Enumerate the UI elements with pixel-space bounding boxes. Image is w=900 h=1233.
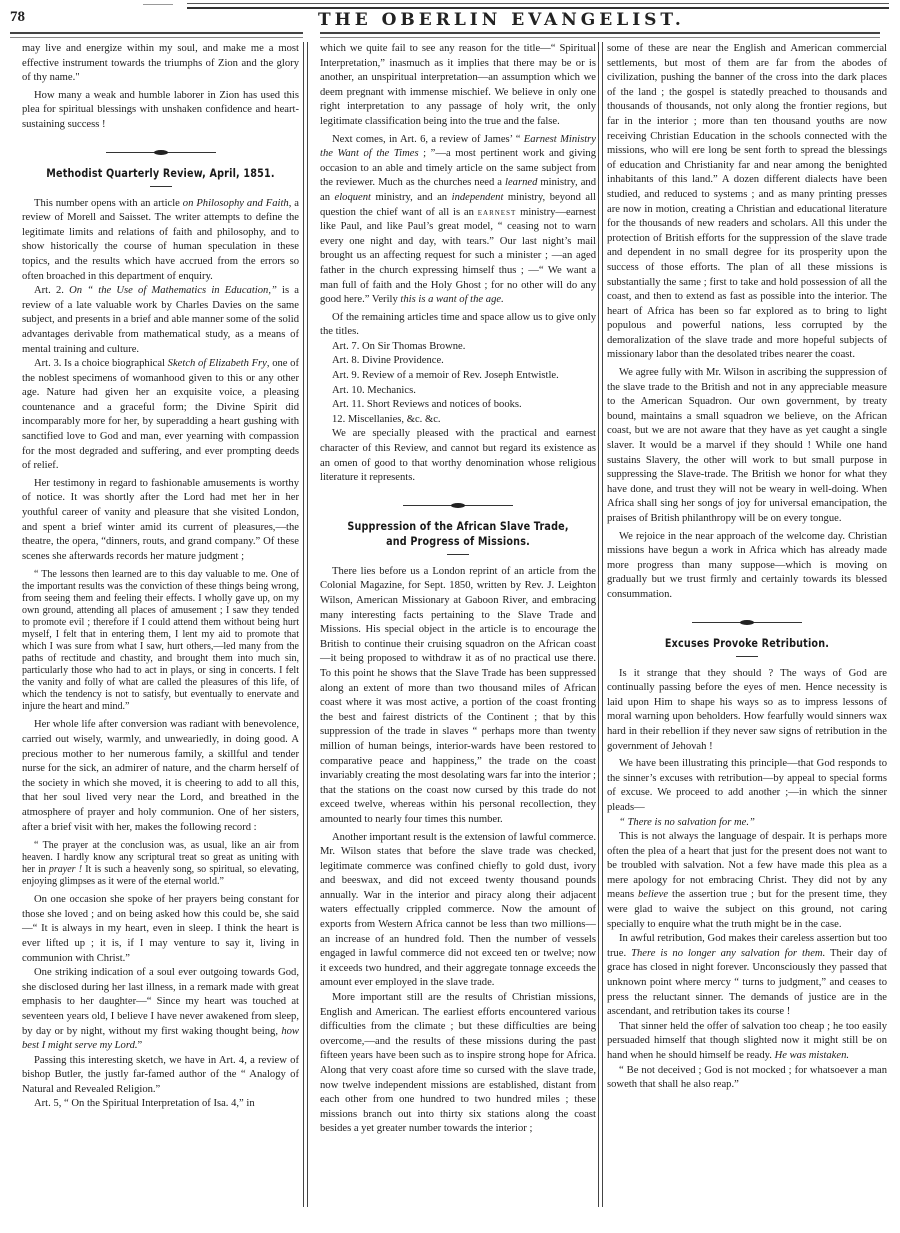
paragraph: On one occasion she spoke of her prayers being constant for those she loved ; and on being asked how this could be, she said—“ It is always in my heart, even in sleep. I think the heart is ever lifted up ; it is, if I may venture to say it, living in communion with Christ.”	[22, 894, 299, 964]
paragraph: We have been illustrating this principle—that God responds to the sinner’s excuses with retribution—by appeal to special forms of excuse. We proceed to add another ;—in which the sinner pleads—	[607, 758, 887, 813]
column-divider	[598, 42, 603, 1207]
paragraph: some of these are near the English and American commercial settlements, but most of them are far from the abodes of civilization, pushing the banner of the cross into the dark places of the land ; the gospel is statedly preached to thousands and thousands of thousands, not only along the frontier regions, but far in the interior ; more than ten thousand youths are now receiving Christian Education in the schools connected with the missions, who will ere long be sent forth to spread the blessings of education and Christianity far and near among the benighted inhabitants of this land.” A dozen different dialects have been studied, and reduced to systems ; and as many printing presses are now in motion, creating a Christian and educational literature for the thousands of new readers and scholars. All this under the protection of British efforts for the suppression of the slave trade and dependent in no small degree for its prosperity upon the success of those efforts. The plan of all these missions is substantially the same ; first to take and hold possession of all the coast, and then to extend as fast as possible into the interior. The heart of Africa has been so far explored as to bring to light populous and powerful nations, less corrupted by the demoralization of the slave trade and more hopeful subjects of missionary labor than the desolated tribes nearer the coast.	[607, 43, 887, 361]
paragraph: This number opens with an article on Philosophy and Faith, a review of Morell and Saisset. The writer attempts to define the legitimate limits and relations of faith and philosophy, and to show historically the course of human speculation in these topics, and the results which have accrued from the errors so often broached in this department of enquiry.	[22, 197, 299, 282]
paragraph: In awful retribution, God makes their careless assertion but too true. There is no longer any salvation for them. Their day of grace has closed in night forever. Unconsciously they passed that unknown point where mercy “ turns to judgment,” and ceases to press the reluctant sinner. The demands of justice are in the ascendant, and retribution takes its course !	[607, 933, 887, 1018]
quoted-plea: “ There is no salvation for me.”	[619, 816, 755, 828]
paragraph: Her whole life after conversion was radiant with benevolence, carried out wisely, warmly, and unweariedly, in doing good. A precious mother to her numerous family, a skillful and tender nurse for the sick, an admirer of nature, and the charm herself of the society in which she moved, it is cheering to add to all this, that her soul lived very near the Lord, and breathed in the atmosphere of prayer and holy communion. One of her sisters, after a brief visit with her, makes the following record :	[22, 719, 299, 833]
paragraph: may live and energize within my soul, and make me a most effective instrument towards the triumphs of Zion and the glory of thy name."	[22, 43, 299, 84]
paragraph: which we quite fail to see any reason for the title—“ Spiritual Interpretation,” inasmuch as it implies that there may be or is another, an unspiritual interpretation—an assumption which we deem pregnant with immense mischief. We believe in only one right interpretation to any passage of holy writ, the only legitimate classification being into the true and the false.	[320, 43, 596, 127]
heading-rule	[150, 186, 172, 187]
paragraph: One striking indication of a soul ever outgoing towards God, she disclosed during her last illness, in a remark made with great emphasis to her daughter—“ Since my heart was touched at seventeen years old, I believe I have never awakened from sleep, by day or by night, without my first waking thought being, how best I might serve my Lord.”	[22, 967, 299, 1052]
paragraph: We are specially pleased with the practical and earnest character of this Review, and cannot but regard its existence as an omen of good to that worthy denomination whose religious literature it represents.	[320, 428, 596, 484]
paragraph: There lies before us a London reprint of an article from the Colonial Magazine, for Sept. 1850, written by Rev. J. Leighton Wilson, American Missionary at Gaboon River, and embracing many interesting facts pertaining to the Slave Trade and Missions. His special object in the article is to encourage the British to continue their cruising squadron on the African coast—it being proposed to withdraw it as of no practical use there. To this point he shows that the Slave Trade has been suppressed along an extent of more than two thousand miles of African coast where it was most active, a portion of the coast fronting the best and fairest districts of the Continent ; that by this suppression of the trade in slaves “ perhaps more than twenty million of human beings, interior-wards have been restored to comparative peace and happiness,” the trade on the coast invariably creating the most desolating wars far into the interior ; that the stations on the coast now cursed by this trade do not exceed twelve, whereas within his personal recollection, they amounted to nearly four times this number.	[320, 565, 596, 825]
paragraph: That sinner held the offer of salvation too cheap ; he too easily persuaded himself that though slighted now it might still be on hand when he should himself be ready. He was mistaken.	[607, 1020, 887, 1061]
article-heading: Excuses Provoke Retribution.	[664, 636, 830, 650]
paragraph: Art. 2. On “ the Use of Mathematics in Education,” is a review of a late valuable work by Charles Davies on the same subject, and presents in a brief and able manner some of the solid advantages derivable from mathematical study, as a means of mental training and culture.	[22, 285, 299, 355]
paragraph: This is not always the language of despair. It is perhaps more often the plea of a heart that just for the present does not want to be troubled with salvation. Not a few have made this plea as a mere apology for not embracing Christ. They did not by any means believe the assertion true ; but for the present time, they were glad to waive the subject on this ground, not caring specially to enquire what the truth might be in the case.	[607, 831, 887, 930]
column-1	[22, 42, 299, 1112]
page-number: 78	[10, 9, 25, 25]
heading-rule	[447, 554, 469, 555]
header-rule-right	[320, 32, 880, 38]
article-heading: Suppression of the African Slave Trade, and Progress of Missions.	[347, 519, 569, 548]
paragraph: Her testimony in regard to fashionable amusements is worthy of notice. It was shortly after the Lord had met her in her youthful career of vanity and pleasure that she visited London, and spent a brief winter amid its current of pleasures,—the theatre, the opera, “dinners, routs, and grand company.” Of these scenes she afterwards records her mature judgment ;	[22, 477, 299, 562]
article-list-item: Art. 11. Short Reviews and notices of books.	[332, 399, 522, 411]
article-list-item: 12. Miscellanies, &c. &c.	[332, 413, 441, 425]
section-ornament	[106, 149, 216, 156]
paragraph: Art. 3. Is a choice biographical Sketch of Elizabeth Fry, one of the noblest specimens of womanhood given to this or any other age. Nature had given her an exquisite voice, a pleasing countenance and a graceful form; the Divine Spirit did incomparably more for her, by superadding a heart gushing with sanctified love to God and man, ever yearning with compassion for the most degraded and suffering, and ever prompting deeds of relief.	[22, 358, 299, 472]
masthead-rule-left	[143, 4, 173, 5]
header-rule-left	[10, 32, 303, 38]
article-list-item: Art. 10. Mechanics.	[332, 384, 416, 396]
paragraph: How many a weak and humble laborer in Zion has used this plea for spiritual blessings with unshaken confidence and heart-sustaining success !	[22, 89, 299, 130]
article-list-item: Art. 7. On Sir Thomas Browne.	[332, 340, 466, 352]
paragraph: “ Be not deceived ; God is not mocked ; for whatsoever a man soweth that shall he also reap.”	[607, 1064, 887, 1091]
heading-rule	[736, 656, 758, 657]
masthead	[0, 0, 900, 30]
article-heading: Methodist Quarterly Review, April, 1851.	[46, 166, 275, 180]
paragraph: Next comes, in Art. 6, a review of James’ “ Earnest Ministry the Want of the Times ; ”—a most pertinent work and giving occasion to an able and timely article on the same subject from the reviewer. Much as the churches need a learned ministry, and an eloquent ministry, and an independent ministry, beyond all question the chief want of all is an earnest ministry—earnest like Paul, and like Paul’s great model, “ ceasing not to warn every one night and day, with tears.” Our last night’s mail brought us an affecting request for such a minister ; —an aged father in the church expressing himself thus ; —“ We want a man full of faith and the Holy Ghost ; for no other will do any good here.” Verily this is a want of the age.	[320, 133, 596, 306]
paragraph: More important still are the results of Christian missions, English and American. The earliest efforts encountered various difficulties from the climate ; but these difficulties are being overcome,—and the results of these missions during the past fifteen years have been such as to inspire strong hope for Africa. Along that very coast afore time so cursed with the slave trade, now twelve independent missions are established, distant from each other from one hundred to two hundred miles ; these missions branch out into thirty six stations along the coast besides a yet greater number towards the interior ;	[320, 992, 596, 1135]
block-quote: “ The prayer at the conclusion was, as usual, like an air from heaven. I hardly know any scriptural treat so great as uniting with her in prayer ! It is such a heavenly song, so spiritual, so elevating, enjoying glimpses as it were of the eternal world.”	[22, 840, 299, 888]
paragraph: Is it strange that they should ? The ways of God are continually passing before the eyes of men. Hence necessity is laid upon Him to shape his ways so as to impress lessons of moral warning upon beholders. How fearfully would sinners wax hard in their rebellion if they never saw signs of retribution in the government of Jehovah !	[607, 667, 887, 752]
publication-title: THE OBERLIN EVANGELIST.	[318, 10, 685, 30]
article-list-item: Art. 8. Divine Providence.	[332, 355, 444, 367]
section-ornament	[403, 502, 513, 509]
section-ornament	[692, 619, 802, 626]
column-3	[607, 42, 887, 1093]
paragraph: We agree fully with Mr. Wilson in ascribing the suppression of the slave trade to the British and not in any appreciable measure to the American Squadron. Our own government, by treaty bound, maintains a small squadron we believe, on the African coast, but we are not aware that they have as yet caught a single slaver. It would be a marvel if they should ! While one hand sustains Slavery, the other will work to but small purpose in suppressing the Slave-trade. The British we honor for what they have done, and trust they will not be weary in well-doing. When Africa shall sing her songs of joy for universal emancipation, the praises of British philanthropy will be on every tongue.	[607, 367, 887, 524]
paragraph: Passing this interesting sketch, we have in Art. 4, a review of bishop Butler, the justly far-famed author of the “ Analogy of Natural and Revealed Religion.”	[22, 1054, 299, 1095]
article-list-item: Art. 9. Review of a memoir of Rev. Joseph Entwistle.	[332, 370, 559, 382]
masthead-rule-right	[187, 3, 889, 9]
column-divider	[303, 42, 308, 1207]
block-quote: “ The lessons then learned are to this day valuable to me. One of the important results was the conviction of these things being wrong, from seeing them and feeling their effects. I wholly gave up, on my own ground, attending all places of amusement ; I saw they tended to promote evil ; therefore if I could attend them without being hurt myself, I felt that in entering them, I lent my aid to promote that which I was sure from what I saw, hurt others,—led many from the paths of rectitude and chastity, and brought them into much sin, particularly those who had to act in plays, or sing in concerts. I felt the vanity and folly of what are called the pleasures of this life, of which the tendency is not to satisfy, but eventually to enervate and injure the heart and mind.”	[22, 569, 299, 713]
paragraph: Art. 5, “ On the Spiritual Interpretation of Isa. 4,” in	[34, 1098, 255, 1110]
paragraph: Another important result is the extension of lawful commerce. Mr. Wilson states that before the slave trade was checked, legitimate commerce was confined chiefly to gold dust, ivory and beeswax, and did not exceed twenty thousand pounds annually. War in the interior and piracy along their adjacent waters effectually crippled commerce. Now the amount of exports from Western Africa cannot be less than two millions—an increase of an hundred fold. Then the number of vessels engaged in lawful commerce did not exceed ten or twelve; now it exceeds two hundred, and their aggregate tonnage exceeds the amount ever employed in the slave trade.	[320, 831, 596, 989]
paragraph: We rejoice in the near approach of the welcome day. Christian missions have begun a work in Africa which has already made more progress than many suppose—which is moving on gradually but we trust firmly and certainly towards its blessed consummation.	[607, 530, 887, 600]
column-2	[320, 42, 596, 1137]
paragraph: Of the remaining articles time and space allow us to give only the titles.	[320, 311, 596, 338]
